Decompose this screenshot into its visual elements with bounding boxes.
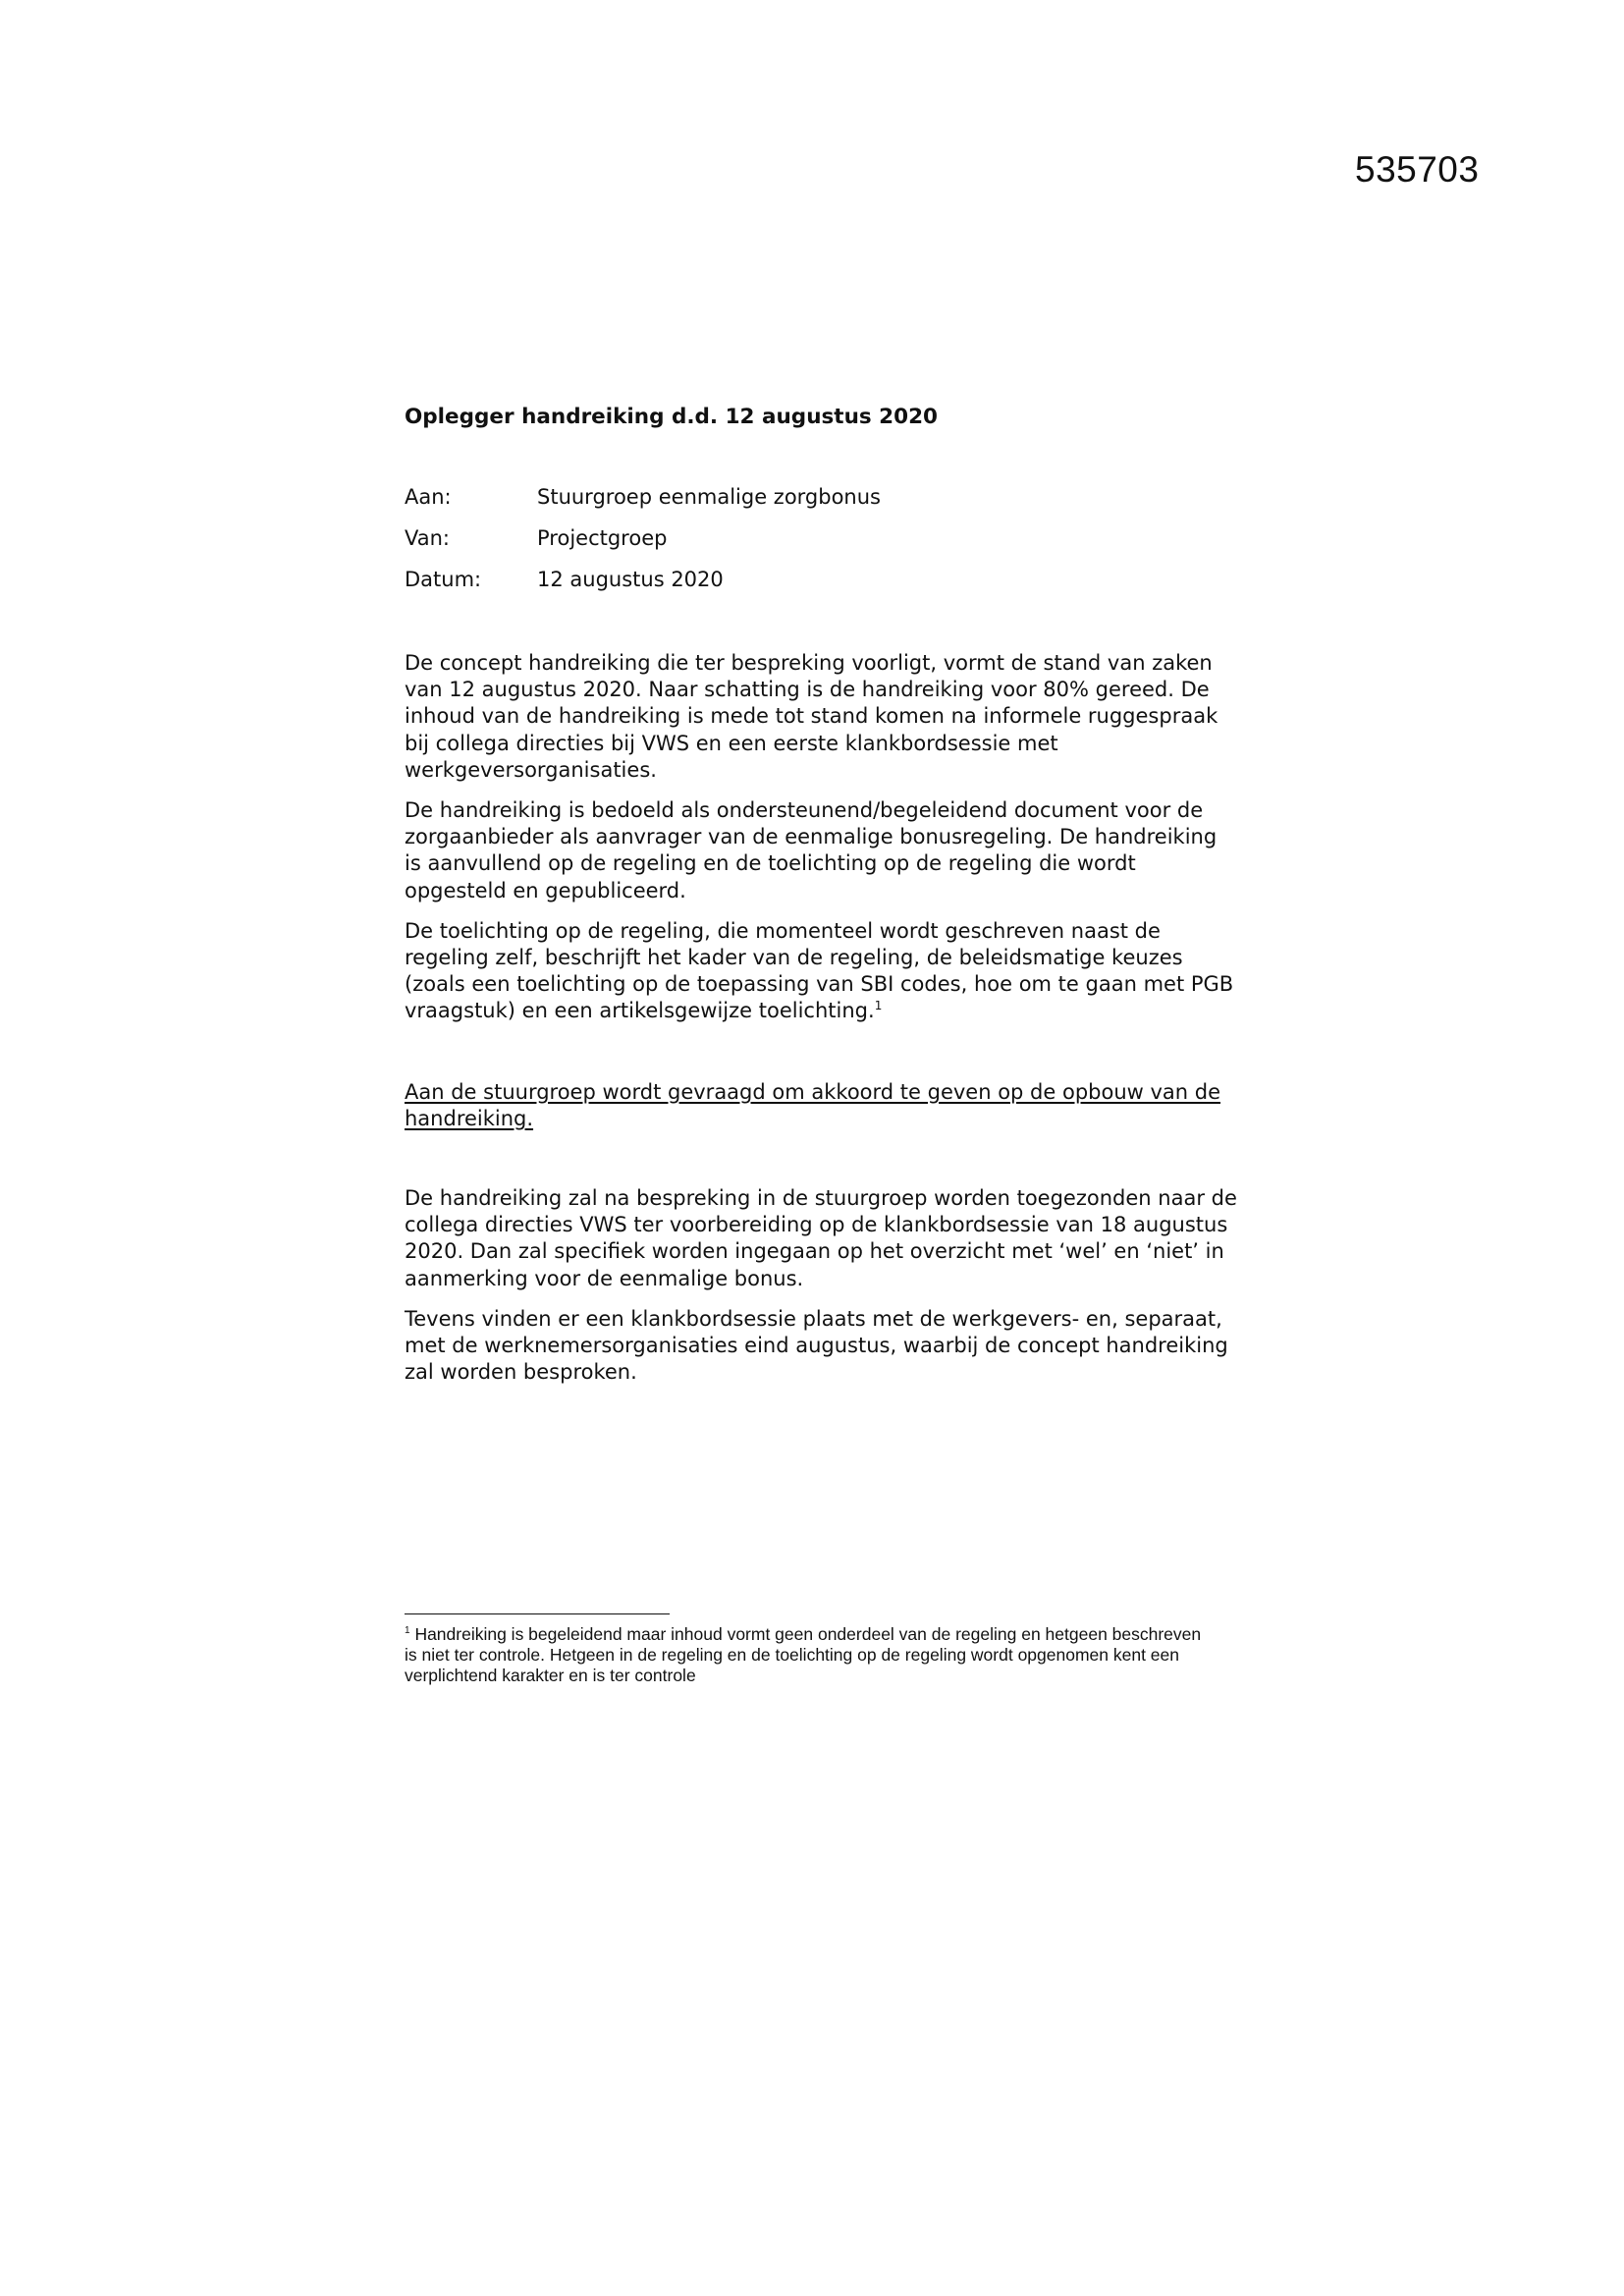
body-paragraph [405,918,1239,1025]
header-field-label: Van: [405,526,450,550]
footnote-text: Handreiking is begeleidend maar inhoud vormt geen onderdeel van de regeling en hetgeen beschreven is niet ter controle. Hetgeen in de regeling en de toelichting op de regeling wordt opgenomen kent een verplichtend karakter en is ter controle [405,1624,1202,1685]
footnote-reference[interactable]: 1 [874,999,883,1013]
closing-section [405,1185,1239,1399]
header-field-value: Stuurgroep eenmalige zorgbonus [537,485,881,509]
header-field-label: Datum: [405,568,482,591]
decision-request: Aan de stuurgroep wordt gevraagd om akkoord te geven op de opbouw van de handreiking. [405,1080,1221,1131]
footnote-separator [405,1613,670,1614]
intro-section [405,650,1239,1039]
header-field-value: Projectgroep [537,526,668,550]
request-section [405,1079,1239,1146]
body-paragraph: Tevens vinden er een klankbordsessie plaats met de werkgevers- en, separaat, met de werknemersorganisaties eind augustus, waarbij de concept handreiking zal worden besproken. [405,1306,1228,1385]
header-field-label: Aan: [405,485,452,509]
header-fields [405,485,881,609]
header-field-from [405,526,881,568]
body-paragraph: De handreiking zal na bespreking in de stuurgroep worden toegezonden naar de collega directies VWS ter voorbereiding op de klankbordsessie van 18 augustus 2020. Dan zal specifiek worden ingegaan op het overzicht met ‘wel’ en ‘niet’ in aanmerking voor de eenmalige bonus. [405,1186,1237,1290]
header-field-date [405,568,881,609]
body-paragraph: De concept handreiking die ter bespreking voorligt, vormt de stand van zaken van 12 augustus 2020. Naar schatting is de handreiking voor 80% gereed. De inhoud van de handreiking is mede tot stand komen na informele ruggespraak bij collega directies bij VWS en een eerste klankbordsessie met werkgeversorganisaties. [405,651,1218,782]
header-field-to [405,485,881,526]
footnote-marker: 1 [405,1625,410,1637]
document-number: 535703 [1355,149,1480,190]
body-paragraph: De handreiking is bedoeld als ondersteunend/begeleidend document voor de zorgaanbieder als aanvrager van de eenmalige bonusregeling. De handreiking is aanvullend op de regeling en de toelichting op de regeling die wordt opgesteld en gepubliceerd. [405,798,1218,902]
document-title: Oplegger handreiking d.d. 12 augustus 2020 [405,405,939,429]
body-paragraph-text: De toelichting op de regeling, die momenteel wordt geschreven naast de regeling zelf, beschrijft het kader van de regeling, de beleidsmatige keuzes (zoals een toelichting op de toepassing van SBI codes, hoe om te gaan met PGB vraagstuk) en een artikelsgewijze toelichting. [405,918,1234,1023]
header-field-value: 12 augustus 2020 [537,568,724,591]
footnote [405,1624,1210,1686]
